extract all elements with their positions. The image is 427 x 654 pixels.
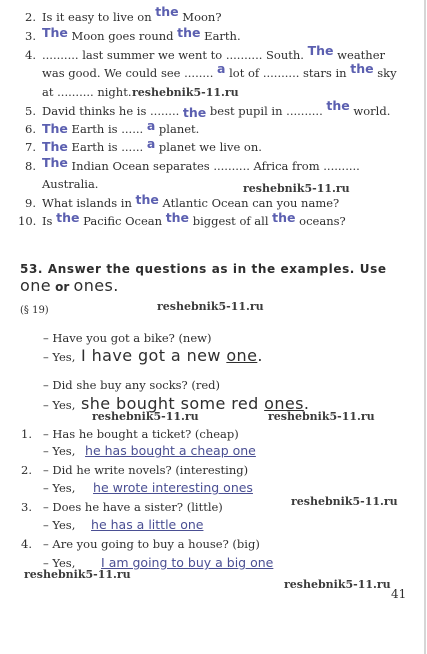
handwritten-answer: the	[350, 61, 374, 76]
task-4-answer: – Yes, I am going to buy a big one	[43, 555, 274, 570]
handwritten-answer: the	[272, 210, 296, 225]
handwritten-answer: a	[146, 136, 156, 151]
watermark: reshebnik5-11.ru	[291, 495, 398, 508]
watermark: reshebnik5-11.ru	[24, 568, 131, 581]
handwritten-answer: I am going to buy a big one	[101, 555, 274, 570]
page-number: 41	[391, 587, 407, 601]
handwritten-answer: he has a little one	[91, 517, 204, 532]
example-1-question: – Have you got a bike? (new)	[43, 331, 212, 345]
handwritten-answer: a	[217, 61, 226, 76]
item-4-line-3: at .......... night.	[42, 85, 132, 99]
watermark: reshebnik5-11.ru	[268, 410, 375, 423]
handwritten-answer: a	[146, 118, 156, 133]
handwritten-answer: the	[135, 192, 159, 207]
handwritten-answer: the	[155, 4, 179, 19]
exercise-53-heading: 53. Answer the questions as in the examples. Use	[20, 262, 387, 276]
handwritten-answer: The	[42, 25, 68, 40]
watermark: reshebnik5-11.ru	[92, 410, 199, 423]
example-2-answer: – Yes, she bought some red ones.	[43, 394, 310, 413]
item-4-line-2: was good. We could see ........ a lot of .......... stars in the sky	[42, 61, 397, 80]
page-edge	[424, 0, 426, 654]
text: Moon goes round	[67, 29, 178, 43]
handwritten-answer: the	[182, 105, 207, 120]
watermark: reshebnik5-11.ru	[157, 300, 264, 313]
watermark: reshebnik5-11.ru	[132, 86, 239, 99]
item-8-line-2: Australia.	[42, 177, 99, 191]
handwritten-answer: The	[42, 155, 68, 170]
handwritten-answer: the	[165, 210, 190, 225]
exercise-53-heading-line-2: one or ones.	[20, 276, 119, 295]
handwritten-answer: The	[42, 139, 68, 154]
text: Earth.	[200, 29, 241, 43]
handwritten-answer: The	[307, 43, 334, 58]
section-reference: (§ 19)	[20, 305, 49, 316]
handwritten-answer: the	[326, 98, 350, 113]
handwritten-answer: the	[177, 25, 201, 40]
watermark: reshebnik5-11.ru	[284, 578, 391, 591]
handwritten-answer: The	[42, 121, 68, 136]
handwritten-answer: he wrote interesting ones	[93, 480, 253, 495]
handwritten-answer: the	[56, 210, 80, 225]
example-2-question: – Did she buy any socks? (red)	[43, 378, 221, 392]
handwritten-answer: he has bought a cheap one	[85, 443, 256, 458]
text: Is it easy to live on	[42, 10, 156, 24]
task-3-answer: – Yes, he has a little one	[43, 517, 204, 532]
task-2-answer: – Yes, he wrote interesting ones	[43, 480, 253, 495]
example-1-answer: – Yes, I have got a new one.	[43, 346, 263, 365]
watermark: reshebnik5-11.ru	[243, 182, 350, 195]
task-1-answer: – Yes, he has bought a cheap one	[43, 443, 256, 458]
text: Moon?	[178, 10, 222, 24]
